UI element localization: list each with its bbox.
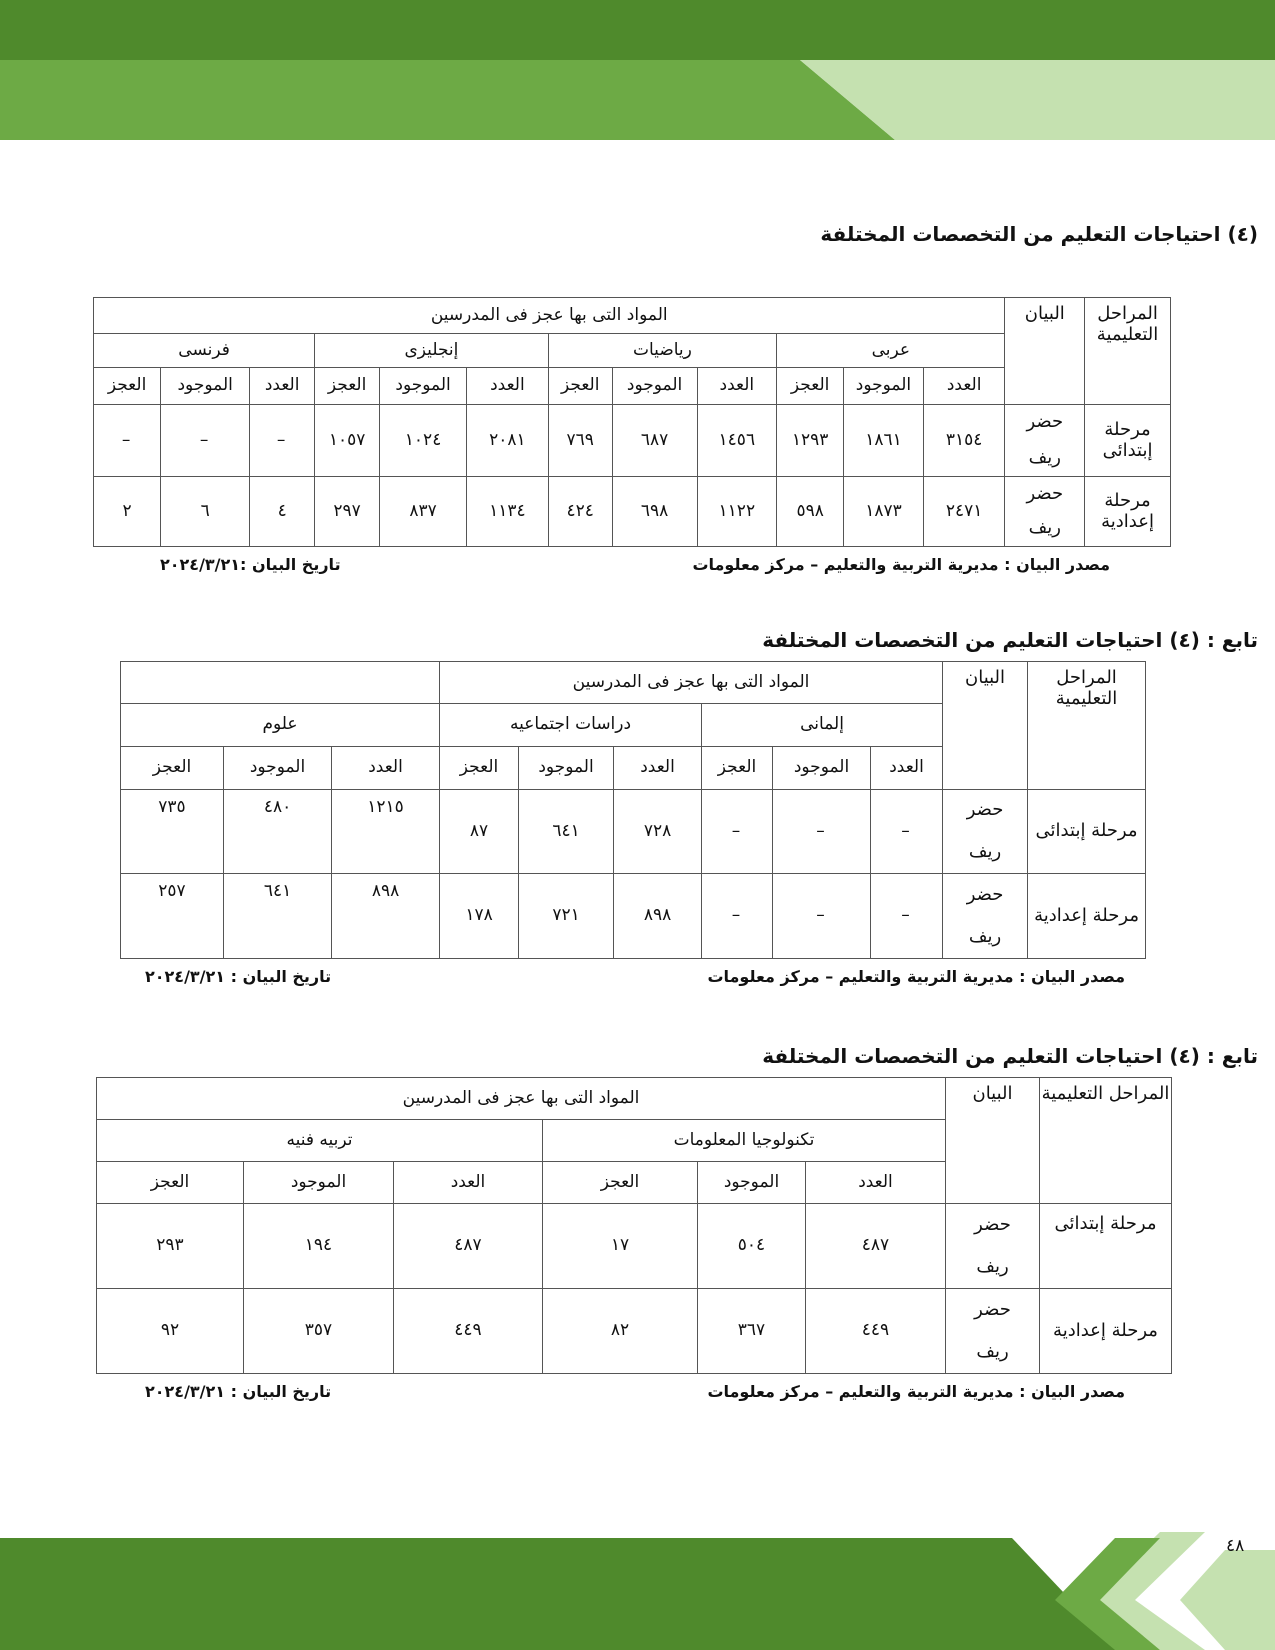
table3-title: تابع : (٤) احتياجات التعليم من التخصصات المختلفة	[762, 1044, 1258, 1068]
cell: ٢٥٧	[121, 874, 224, 959]
cell: –	[773, 790, 871, 874]
col-count: العدد	[614, 747, 702, 790]
cell: ١٤٥٦	[697, 405, 777, 477]
col-count: العدد	[806, 1162, 946, 1204]
subject-social-studies: دراسات اجتماعيه	[440, 704, 702, 747]
header-phases: المراحل التعليمية	[1040, 1078, 1172, 1204]
cell: ٦٩٨	[612, 477, 697, 547]
cell: ١٠٥٧	[315, 405, 380, 477]
table-row	[97, 1289, 1172, 1374]
header-statement: البيان	[1005, 298, 1085, 405]
cell: –	[702, 790, 773, 874]
table2-date: تاريخ البيان : ٢٠٢٤/٣/٢١	[145, 967, 332, 986]
cell: ٤٨٧	[394, 1204, 543, 1289]
col-deficit: العجز	[777, 368, 844, 405]
table3	[96, 1077, 1172, 1374]
col-count: العدد	[250, 368, 315, 405]
cell: –	[702, 874, 773, 959]
stage-primary: مرحلة إبتدائى	[1040, 1204, 1172, 1289]
col-existing: الموجود	[224, 747, 332, 790]
subject-french: فرنسى	[94, 334, 315, 368]
subject-math: رياضيات	[548, 334, 776, 368]
col-count: العدد	[871, 747, 943, 790]
area-label: حضر ريف	[946, 1204, 1040, 1289]
cell: ١٨٦١	[844, 405, 924, 477]
cell: ٢	[94, 477, 161, 547]
subject-arabic: عربى	[777, 334, 1005, 368]
cell: ١٧٨	[440, 874, 519, 959]
cell: ٤٨٠	[224, 790, 332, 874]
header-subjects: المواد التى بها عجز فى المدرسين	[440, 662, 943, 704]
cell: ٨٩٨	[614, 874, 702, 959]
header-subjects: المواد التى بها عجز فى المدرسين	[94, 298, 1005, 334]
col-existing: الموجود	[698, 1162, 806, 1204]
cell: –	[871, 874, 943, 959]
col-count: العدد	[394, 1162, 543, 1204]
col-count: العدد	[697, 368, 777, 405]
col-deficit: العجز	[543, 1162, 698, 1204]
stage-preparatory: مرحلة إعدادية	[1028, 874, 1146, 959]
cell: ٢٩٣	[97, 1204, 244, 1289]
stage-primary: مرحلة إبتدائى	[1028, 790, 1146, 874]
area-label: حضر ريف	[943, 790, 1028, 874]
cell: ٤٤٩	[394, 1289, 543, 1374]
cell: ٨٣٧	[380, 477, 467, 547]
table3-source: مصدر البيان : مديرية التربية والتعليم – مركز معلومات	[707, 1382, 1125, 1401]
cell: ٢٠٨١	[467, 405, 549, 477]
table2-source: مصدر البيان : مديرية التربية والتعليم – مركز معلومات	[707, 967, 1125, 986]
stage-preparatory: مرحلة إعدادية	[1085, 477, 1171, 547]
table-row	[97, 1204, 1172, 1289]
table2-title: تابع : (٤) احتياجات التعليم من التخصصات المختلفة	[762, 628, 1258, 652]
header-subjects: المواد التى بها عجز فى المدرسين	[97, 1078, 946, 1120]
table1-source: مصدر البيان : مديرية التربية والتعليم – مركز معلومات	[692, 555, 1110, 574]
header-phases: المراحل التعليمية	[1085, 298, 1171, 405]
cell: ١٠٢٤	[380, 405, 467, 477]
header-empty	[121, 662, 440, 704]
col-existing: الموجود	[161, 368, 250, 405]
col-count: العدد	[923, 368, 1005, 405]
top-header-band	[0, 0, 1275, 142]
table-row	[121, 874, 1146, 959]
cell: ١٨٧٣	[844, 477, 924, 547]
col-deficit: العجز	[97, 1162, 244, 1204]
cell: –	[94, 405, 161, 477]
table-row	[121, 790, 1146, 874]
table3-date: تاريخ البيان : ٢٠٢٤/٣/٢١	[145, 1382, 332, 1401]
cell: ٨٩٨	[332, 874, 440, 959]
cell: ٢٤٧١	[923, 477, 1005, 547]
area-label: حضر ريف	[1005, 405, 1085, 477]
cell: ٤٢٤	[548, 477, 612, 547]
cell: ٧٢١	[519, 874, 614, 959]
col-deficit: العجز	[440, 747, 519, 790]
subject-art: تربيه فنيه	[97, 1120, 543, 1162]
area-label: حضر ريف	[946, 1289, 1040, 1374]
cell: ٤	[250, 477, 315, 547]
cell: ٤٤٩	[806, 1289, 946, 1374]
cell: ٣١٥٤	[923, 405, 1005, 477]
cell: ١٢١٥	[332, 790, 440, 874]
col-deficit: العجز	[702, 747, 773, 790]
col-existing: الموجود	[773, 747, 871, 790]
col-existing: الموجود	[519, 747, 614, 790]
cell: ٨٢	[543, 1289, 698, 1374]
cell: ٤٨٧	[806, 1204, 946, 1289]
cell: ٨٧	[440, 790, 519, 874]
cell: ١١٣٤	[467, 477, 549, 547]
bottom-footer-band	[0, 1532, 1275, 1650]
cell: ٧٣٥	[121, 790, 224, 874]
col-existing: الموجود	[612, 368, 697, 405]
col-deficit: العجز	[315, 368, 380, 405]
cell: ٢٩٧	[315, 477, 380, 547]
cell: –	[871, 790, 943, 874]
cell: –	[773, 874, 871, 959]
cell: ٦٤١	[519, 790, 614, 874]
cell: ١٧	[543, 1204, 698, 1289]
cell: ٦٨٧	[612, 405, 697, 477]
col-existing: الموجود	[244, 1162, 394, 1204]
cell: ١٩٤	[244, 1204, 394, 1289]
col-count: العدد	[332, 747, 440, 790]
col-count: العدد	[467, 368, 549, 405]
cell: ٧٦٩	[548, 405, 612, 477]
header-statement: البيان	[943, 662, 1028, 790]
table-row	[94, 477, 1171, 547]
cell: ١٢٩٣	[777, 405, 844, 477]
area-label: حضر ريف	[943, 874, 1028, 959]
area-label: حضر ريف	[1005, 477, 1085, 547]
table1-title: (٤) احتياجات التعليم من التخصصات المختلفة	[820, 222, 1258, 246]
cell: ٧٢٨	[614, 790, 702, 874]
col-existing: الموجود	[380, 368, 467, 405]
cell: ١١٢٢	[697, 477, 777, 547]
cell: ٥٠٤	[698, 1204, 806, 1289]
cell: ٦٤١	[224, 874, 332, 959]
col-deficit: العجز	[94, 368, 161, 405]
cell: –	[250, 405, 315, 477]
cell: ٣٥٧	[244, 1289, 394, 1374]
subject-it: تكنولوجيا المعلومات	[543, 1120, 946, 1162]
table1-date: تاريخ البيان :٢٠٢٤/٣/٢١	[160, 555, 341, 574]
cell: ٥٩٨	[777, 477, 844, 547]
cell: –	[161, 405, 250, 477]
cell: ٦	[161, 477, 250, 547]
col-deficit: العجز	[548, 368, 612, 405]
col-existing: الموجود	[844, 368, 924, 405]
subject-science: علوم	[121, 704, 440, 747]
cell: ٣٦٧	[698, 1289, 806, 1374]
col-deficit: العجز	[121, 747, 224, 790]
stage-preparatory: مرحلة إعدادية	[1040, 1289, 1172, 1374]
header-phases: المراحل التعليمية	[1028, 662, 1146, 790]
table1	[93, 297, 1171, 547]
table-row	[94, 405, 1171, 477]
table2	[120, 661, 1146, 959]
header-statement: البيان	[946, 1078, 1040, 1204]
subject-german: إلمانى	[702, 704, 943, 747]
stage-primary: مرحلة إبتدائى	[1085, 405, 1171, 477]
page-number: ٤٨	[1226, 1536, 1245, 1556]
subject-english: إنجليزى	[315, 334, 549, 368]
cell: ٩٢	[97, 1289, 244, 1374]
